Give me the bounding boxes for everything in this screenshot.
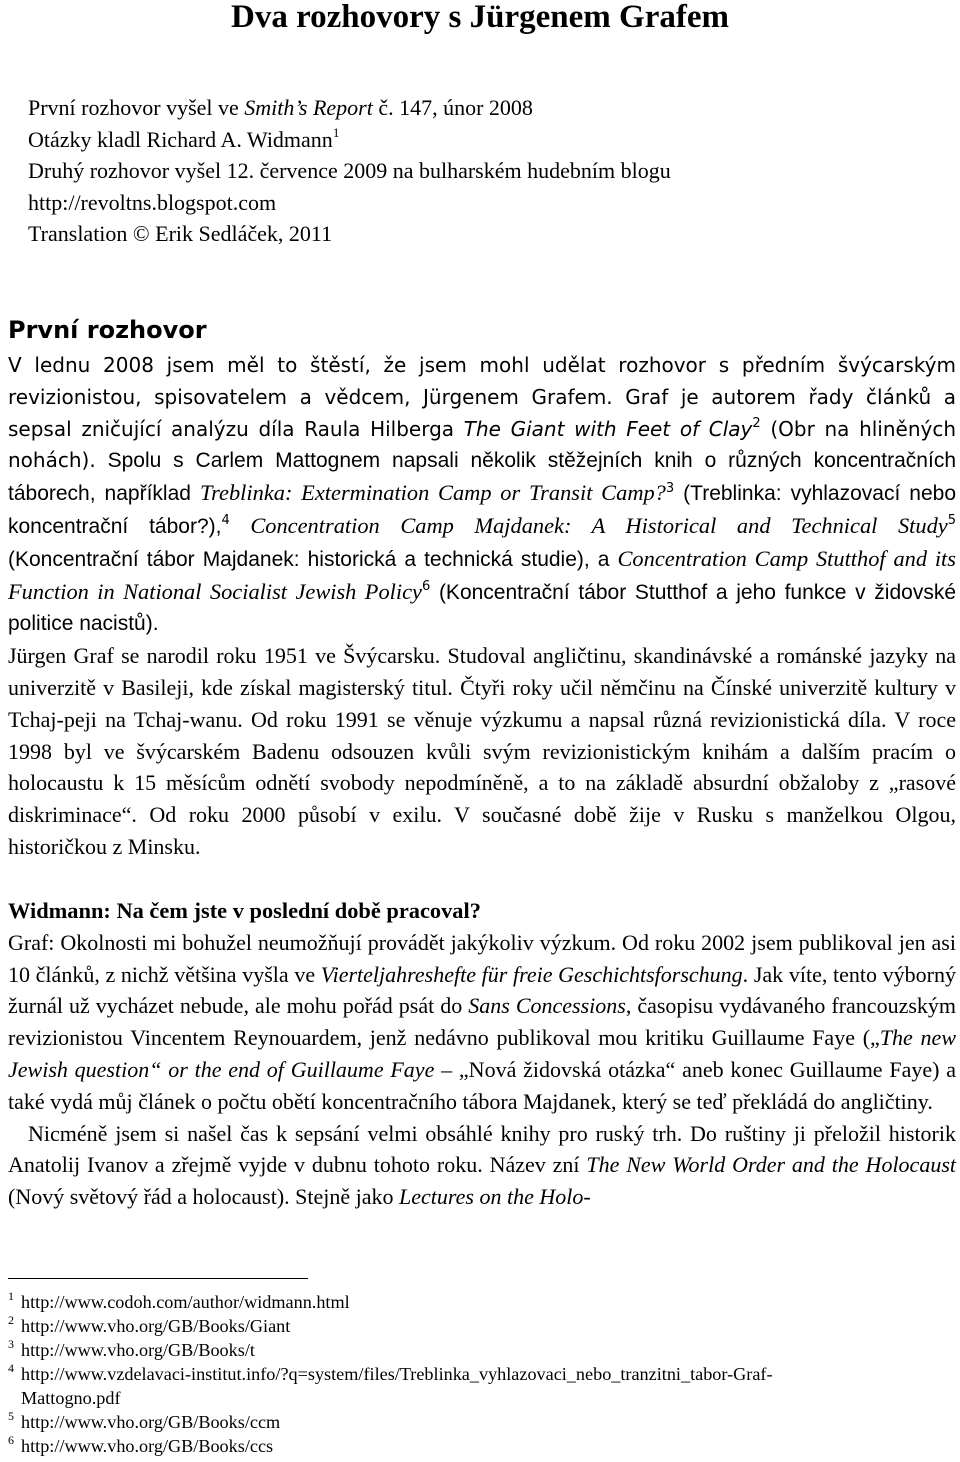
- bio-paragraph: Jürgen Graf se narodil roku 1951 ve Švýcarsku. Studoval angličtinu, skandinávské a románské jazyky na univerzitě v Basileji, kde získal magisterský titul. Čtyři roky učil němčinu na Čínské univerzitě kultury v Tchaj-peji na Tchaj-wanu. Od roku 1991 se věnuje výzkumu a napsal různá revizionistická díla. V roce 1998 byl ve švýcarském Badenu odsouzen kvůli svým revizionistickým knihám a dalším pracím o holocaustu k 15 měsícům odnětí svobody nepodmíněně, a to na základě absurdní obžaloby z „rasové diskriminace“. Od roku 2000 působí v exilu. V současné době žije v Rusku s manželkou Olgou, historičkou z Minsku.: [8, 643, 956, 859]
- meta-line-blog-url[interactable]: http://revoltns.blogspot.com: [28, 189, 277, 215]
- meta-text: č. 147, únor 2008: [372, 95, 533, 120]
- book-title: Lectures on the Holo-: [399, 1184, 591, 1210]
- footnote-ref[interactable]: 1: [332, 125, 340, 141]
- footnote-url[interactable]: http://www.codoh.com/author/widmann.html: [21, 1292, 350, 1312]
- footnote-2[interactable]: [8, 1314, 956, 1338]
- intro-text: (Koncentrační tábor Majdanek: historická a technická studie), a: [8, 547, 618, 571]
- footnote-6[interactable]: [8, 1434, 956, 1458]
- article-title: The new Jewish question“ or the end of Guillaume Faye: [8, 1025, 956, 1082]
- footnote-divider: [8, 1278, 308, 1279]
- footnotes: [8, 1290, 956, 1458]
- footnote-4[interactable]: [8, 1362, 956, 1410]
- footnote-ref[interactable]: 4: [221, 513, 230, 529]
- footnote-number: 6: [8, 1433, 14, 1447]
- answer-1: [8, 927, 956, 1118]
- book-title: Treblinka: Extermination Camp or Transit Camp?: [199, 480, 666, 506]
- intro-section: [8, 350, 956, 863]
- meta-line-questions: [28, 124, 671, 156]
- intro-text: (Koncentrační tábor Stutthof a jeho funkce v židovské politice nacistů).: [8, 580, 956, 636]
- footnote-url-continued[interactable]: Mattogno.pdf: [21, 1388, 121, 1408]
- answer-2: [8, 1118, 956, 1213]
- footnote-ref[interactable]: 3: [665, 480, 675, 496]
- book-title: Concentration Camp Majdanek: A Historical and Technical Study: [229, 512, 948, 538]
- footnote-number: 1: [8, 1289, 14, 1303]
- footnote-ref[interactable]: 5: [947, 513, 956, 529]
- footnote-number: 2: [8, 1313, 14, 1327]
- footnote-ref[interactable]: 2: [752, 415, 761, 431]
- intro-paragraph: [8, 350, 956, 640]
- footnote-url[interactable]: http://www.vho.org/GB/Books/t: [21, 1340, 255, 1360]
- answer-text: (Nový světový řád a holocaust). Stejně jako: [8, 1184, 400, 1210]
- book-title: Concentration Camp Stutthof and its Function in National Socialist Jewish Policy: [8, 545, 956, 604]
- book-title: The Giant with Feet of Clay: [463, 416, 753, 441]
- journal-title: Vierteljahreshefte für freie Geschichtsforschung: [320, 961, 743, 987]
- interview-section: [8, 895, 956, 1213]
- meta-line-first-interview: [28, 92, 671, 124]
- meta-line-second-interview: Druhý rozhovor vyšel 12. července 2009 na bulharském hudebním blogu: [28, 158, 671, 183]
- meta-text: Otázky kladl Richard A. Widmann: [28, 126, 333, 152]
- footnote-url[interactable]: http://www.vzdelavaci-institut.info/?q=system/files/Treblinka_vyhlazovaci_nebo_tranzitni_tabor-Graf-: [21, 1364, 773, 1384]
- footnote-number: 4: [8, 1361, 14, 1375]
- footnote-number: 3: [8, 1337, 14, 1351]
- footnote-5[interactable]: [8, 1410, 956, 1434]
- footnote-ref[interactable]: 6: [422, 578, 431, 594]
- publication-info: [28, 92, 671, 250]
- answer-text: Nicméně jsem si našel čas k sepsání velmi obsáhlé knihy pro ruský trh. Do ruštiny ji přeložil historik Anatolij Ivanov a zřejmě vyjde v dubnu tohoto roku. Název zní: [8, 1120, 956, 1178]
- footnote-url[interactable]: http://www.vho.org/GB/Books/ccs: [21, 1436, 274, 1456]
- intro-text: V lednu 2008 jsem měl to štěstí, že jsem mohl udělat rozhovor s předním švýcarským revizionistou, spisovatelem a vědcem, Jürgenem Grafem. Graf je autorem řady článků a sepsal zničující analýzu díla Raula Hilberga: [8, 353, 956, 441]
- answer-text: Graf: Okolnosti mi bohužel neumožňují provádět jakýkoliv výzkum. Od roku 2002 jsem publikoval jen asi 10 článků, z nichž většina vyšla ve: [8, 929, 956, 987]
- footnote-3[interactable]: [8, 1338, 956, 1362]
- document-title: Dva rozhovory s Jürgenem Grafem: [231, 0, 729, 35]
- footnote-url[interactable]: http://www.vho.org/GB/Books/ccm: [21, 1412, 281, 1432]
- footnote-1[interactable]: [8, 1290, 956, 1314]
- answer-text: – „Nová židovská otázka“ aneb konec Guillaume Faye) a také vydá můj článek o počtu obětí koncentračního tábora Majdanek, který se teď překládá do angličtiny.: [8, 1056, 956, 1114]
- meta-line-translation: Translation © Erik Sedláček, 2011: [28, 221, 333, 246]
- book-title: The New World Order and the Holocaust: [586, 1152, 956, 1178]
- meta-text: První rozhovor vyšel ve: [28, 95, 245, 120]
- intro-text: Spolu s Carlem Mattognem napsali několik stěžejních knih o různých koncentračních táborech, například: [8, 449, 956, 506]
- footnote-number: 5: [8, 1409, 14, 1423]
- footnote-url[interactable]: http://www.vho.org/GB/Books/Giant: [21, 1316, 291, 1336]
- journal-title: Sans Concessions: [468, 993, 626, 1019]
- intro-text: (Obr na hliněných nohách).: [8, 416, 957, 473]
- answer-text: . Jak víte, tento výborný žurnál už vycházet nebude, ale mohu pořád psát do: [8, 961, 956, 1019]
- section-heading: První rozhovor: [8, 316, 207, 344]
- intro-text: (Treblinka: vyhlazovací nebo koncentrační tábor?),: [8, 482, 957, 538]
- question-1: Widmann: Na čem jste v poslední době pracoval?: [8, 898, 481, 923]
- answer-text: , časopisu vydávaného francouzským revizionistou Vincentem Reynouardem, jenž nedávno publikoval mou kritiku Guillaume Faye („: [8, 993, 957, 1051]
- meta-italic: Smith’s Report: [244, 95, 373, 120]
